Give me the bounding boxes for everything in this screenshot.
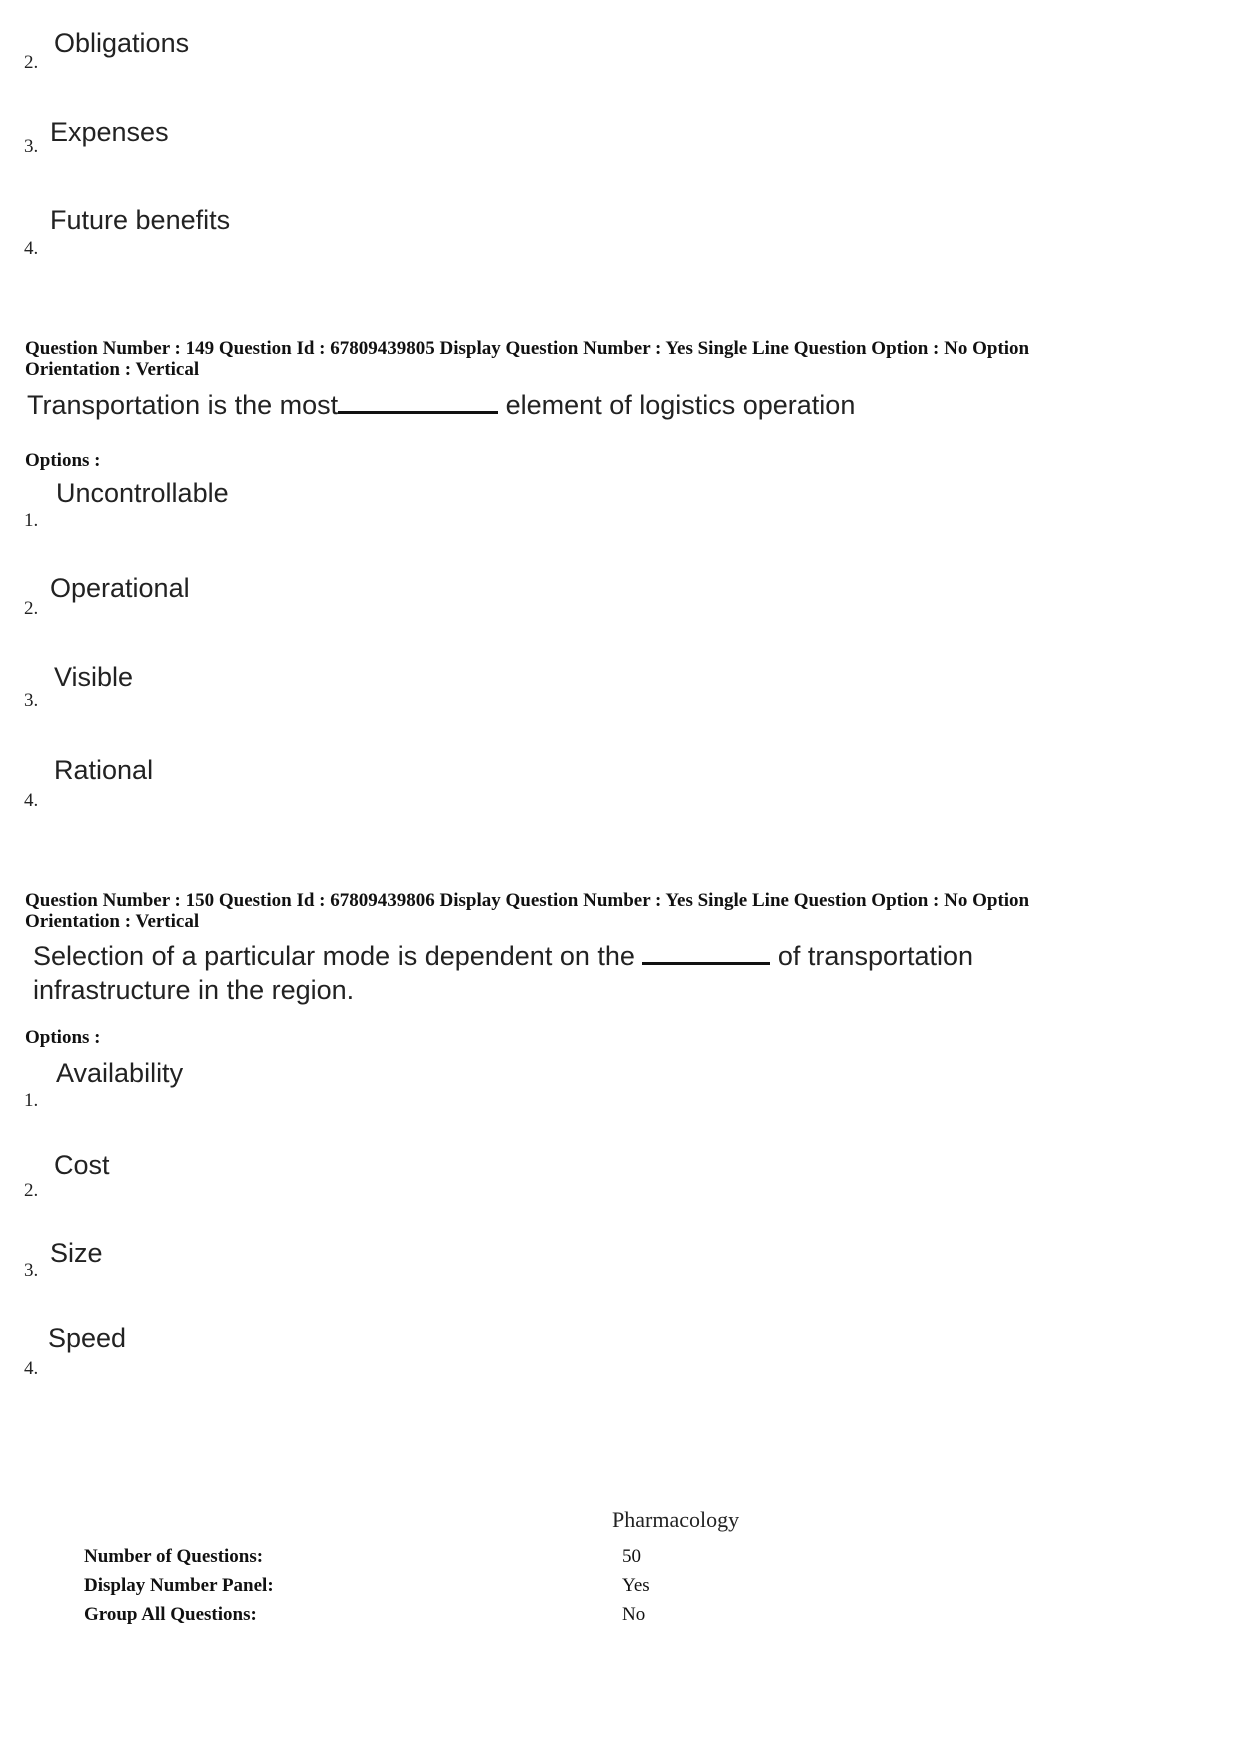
option-number: 3.: [24, 1260, 39, 1281]
question-meta-line: Question Number : 150 Question Id : 67809439806 Display Question Number : Yes Single Line Question Option : No Option: [25, 890, 1030, 911]
option-number: 4.: [24, 1358, 39, 1379]
options-label: Options :: [25, 450, 101, 471]
question-meta-line: Orientation : Vertical: [25, 359, 200, 380]
option-text: Availability: [56, 1058, 184, 1088]
option-text: Expenses: [50, 117, 169, 147]
option-number: 1.: [24, 510, 39, 531]
question-text-part: Transportation is the most: [27, 390, 339, 420]
question-text-part: of transportation: [770, 941, 974, 971]
section-label: Group All Questions:: [84, 1604, 257, 1625]
option-text: Obligations: [54, 28, 190, 58]
option-text: Operational: [50, 573, 190, 603]
question-meta: [25, 890, 1205, 932]
option-number: 3.: [24, 690, 39, 711]
option-number: 3.: [24, 136, 39, 157]
option-text: Size: [50, 1238, 103, 1268]
option-number: 4.: [24, 790, 39, 811]
question-text: [33, 939, 973, 1007]
option-text: Cost: [54, 1150, 110, 1180]
section-label: Display Number Panel:: [84, 1575, 274, 1596]
question-text-part: element of logistics operation: [498, 390, 856, 420]
question-text-part: Selection of a particular mode is dependent on the: [33, 941, 643, 971]
section-label: Number of Questions:: [84, 1546, 264, 1567]
section-value: No: [622, 1604, 646, 1625]
section-title: Pharmacology: [612, 1507, 740, 1532]
question-text-line: infrastructure in the region.: [33, 975, 355, 1005]
question-meta-line: Orientation : Vertical: [25, 911, 200, 932]
option-number: 2.: [24, 52, 39, 73]
options-label: Options :: [25, 1027, 101, 1048]
question-text: [27, 388, 855, 422]
option-number: 2.: [24, 598, 39, 619]
option-text: Visible: [54, 662, 134, 692]
option-text: Future benefits: [50, 205, 231, 235]
fill-blank: [642, 961, 770, 965]
fill-blank: [338, 410, 498, 414]
option-number: 4.: [24, 238, 39, 259]
section-value: Yes: [622, 1575, 650, 1596]
option-text: Uncontrollable: [56, 478, 229, 508]
question-meta-line: Question Number : 149 Question Id : 67809439805 Display Question Number : Yes Single Line Question Option : No Option: [25, 338, 1030, 359]
section-value: 50: [622, 1546, 641, 1567]
option-text: Speed: [48, 1323, 127, 1353]
question-text-line: [33, 939, 973, 973]
option-number: 2.: [24, 1180, 39, 1201]
option-text: Rational: [54, 755, 154, 785]
option-number: 1.: [24, 1090, 39, 1111]
question-meta: [25, 338, 1205, 380]
